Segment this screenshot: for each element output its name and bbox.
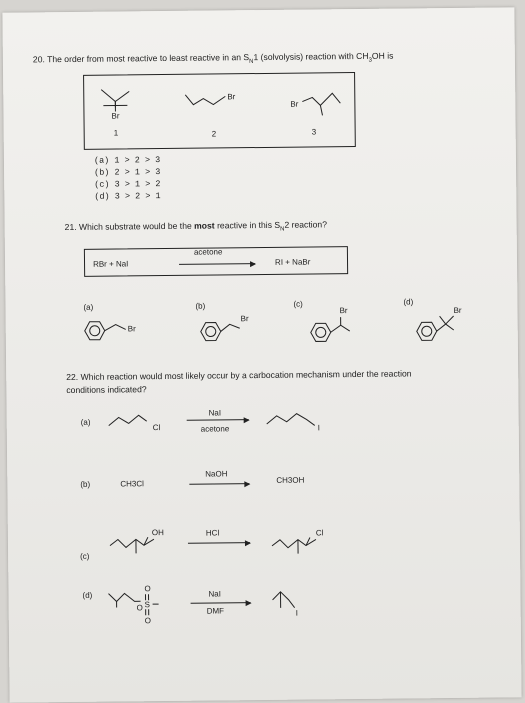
q22-b-reagent: NaOH xyxy=(205,469,227,478)
q20-substrate-1-label: 1 xyxy=(114,128,119,137)
q22-d-sulfur: S xyxy=(145,600,150,609)
q20-option-d[interactable]: (d) 3 > 2 > 1 xyxy=(94,191,160,202)
q21-choice-d-label[interactable]: (d) xyxy=(403,297,413,306)
q20-substrate-1-br: Br xyxy=(111,111,119,120)
q21-choice-d-structure xyxy=(410,308,490,354)
q22-number: 22. xyxy=(66,372,78,382)
q22-choice-a-label[interactable]: (a) xyxy=(81,418,91,427)
q22-a-cl: Cl xyxy=(153,423,161,432)
q20-substrate-1-structure xyxy=(95,85,145,126)
q22-a-solvent: acetone xyxy=(201,424,230,433)
q20-substrate-2-label: 2 xyxy=(212,129,217,138)
q21-choice-c-br: Br xyxy=(339,306,347,315)
q22-c-arrow xyxy=(188,542,250,544)
q22-a-arrow xyxy=(187,419,249,421)
q22-d-product-structure xyxy=(270,588,310,623)
q22-choice-b-label[interactable]: (b) xyxy=(80,480,90,489)
q22-c-product-cl: Cl xyxy=(316,528,324,537)
q21-number: 21. xyxy=(65,222,77,232)
q21-choice-b-structure xyxy=(192,314,272,355)
q21-choice-a-br: Br xyxy=(128,324,136,333)
q22-a-product-i: I xyxy=(318,423,320,432)
q20-substrate-3-label: 3 xyxy=(312,127,317,136)
q22-d-arrow xyxy=(191,602,251,604)
q20-sub: N xyxy=(249,59,253,65)
q20-option-a[interactable]: (a) 1 > 2 > 3 xyxy=(94,155,160,166)
q21-choice-a-label[interactable]: (a) xyxy=(83,303,93,312)
q22-d-sulfonyl-o-top: O xyxy=(144,584,150,593)
q21-choice-c-label[interactable]: (c) xyxy=(293,300,302,309)
q21-condition: acetone xyxy=(194,247,223,256)
q21-text-a: Which substrate would be the xyxy=(79,221,194,232)
q21-text-bold: most xyxy=(194,220,215,230)
q20-substrate-2-br: Br xyxy=(227,92,235,101)
q21-reactants: RBr + NaI xyxy=(93,259,128,268)
q20-prompt xyxy=(33,51,394,67)
worksheet-page xyxy=(2,7,521,702)
q21-choice-b-label[interactable]: (b) xyxy=(195,302,205,311)
q20-substrate-3-br: Br xyxy=(290,100,298,109)
q21-products: RI + NaBr xyxy=(275,257,310,266)
q22-d-solvent: DMF xyxy=(207,606,224,615)
q21-choice-a-structure xyxy=(76,313,156,354)
q22-b-arrow xyxy=(189,483,249,485)
q20-text-tail: 1 (solvolysis) reaction with CH xyxy=(253,51,368,62)
q20-number: 20. xyxy=(33,54,45,64)
q21-text-c: 2 reaction? xyxy=(284,219,327,229)
q22-c-reagent: HCl xyxy=(206,528,219,537)
q22-c-oh: OH xyxy=(152,528,164,537)
q22-a-reagent: NaI xyxy=(209,408,222,417)
q22-d-reagent: NaI xyxy=(208,589,221,598)
q22-text-line1: Which reaction would most likely occur by a carbocation mechanism under the reaction xyxy=(81,368,412,381)
q21-choice-b-br: Br xyxy=(241,314,249,323)
q20-text: The order from most reactive to least reactive in an S xyxy=(47,52,249,64)
q22-choice-d-label[interactable]: (d) xyxy=(82,591,92,600)
q21-choice-d-br: Br xyxy=(453,306,461,315)
q22-b-product: CH3OH xyxy=(276,476,304,485)
q22-prompt-line1 xyxy=(66,368,411,382)
q20-option-c[interactable]: (c) 3 > 1 > 2 xyxy=(94,179,160,190)
q21-sub: N xyxy=(280,226,284,232)
q20-substrate-3-structure xyxy=(300,87,350,123)
q20-sub2: 3 xyxy=(369,58,372,64)
q20-text-end: OH is xyxy=(372,51,394,61)
q22-a-product-structure xyxy=(265,411,325,432)
q21-text-b: reactive in this S xyxy=(215,220,281,231)
q22-d-ester-o: O xyxy=(137,603,143,612)
q22-prompt-line2: conditions indicated? xyxy=(66,384,146,395)
q22-b-reactant: CH3Cl xyxy=(120,479,144,488)
q22-choice-c-label[interactable]: (c) xyxy=(80,552,89,561)
q22-a-reactant-structure xyxy=(107,411,157,432)
q22-d-product-i: I xyxy=(296,609,298,618)
q22-d-sulfonyl-o-bottom: O xyxy=(145,616,151,625)
q20-option-b[interactable]: (b) 2 > 1 > 3 xyxy=(94,167,160,178)
q21-choice-c-structure xyxy=(302,309,382,355)
q22-d-sulfonyl-bonds xyxy=(142,587,172,627)
q21-prompt xyxy=(65,219,327,234)
